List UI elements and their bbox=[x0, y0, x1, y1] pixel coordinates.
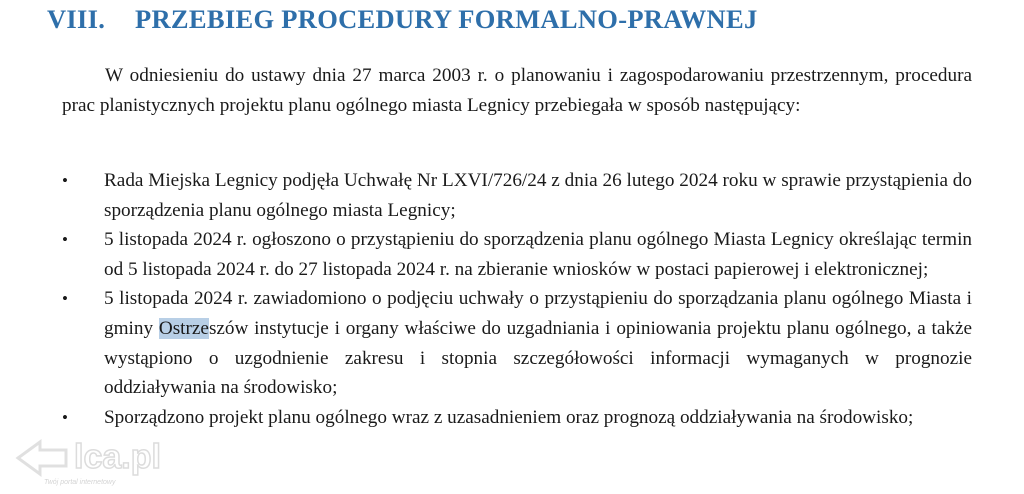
section-number: VIII. bbox=[47, 4, 106, 34]
list-item bbox=[0, 403, 972, 433]
bullet-icon: • bbox=[62, 407, 68, 427]
watermark-logo bbox=[14, 428, 224, 488]
procedure-list bbox=[0, 166, 1024, 432]
list-item-text: 5 listopada 2024 r. ogłoszono o przystąpieniu do sporządzenia planu ogólnego Miasta Legnicy określając termin od 5 listopada 2024 r. do 27 listopada 2024 r. na zbieranie wniosków w postaci papierowej i elektronicznej; bbox=[104, 229, 972, 280]
text-selection-highlight[interactable]: Ostrze bbox=[158, 317, 209, 339]
list-item bbox=[0, 166, 972, 225]
bullet-icon: • bbox=[62, 230, 68, 250]
section-title: PRZEBIEG PROCEDURY FORMALNO-PRAWNEJ bbox=[135, 4, 758, 34]
list-item bbox=[0, 225, 972, 284]
list-item-text: Rada Miejska Legnicy podjęła Uchwałę Nr LXVI/726/24 z dnia 26 lutego 2024 roku w sprawie przystąpienia do sporządzenia planu ogólnego miasta Legnicy; bbox=[104, 170, 972, 221]
list-item bbox=[0, 284, 972, 402]
watermark-tagline: Twój portal internetowy bbox=[44, 479, 116, 486]
list-item-text-before: 5 listopada 2024 r. zawiadomiono o podjęciu uchwały o przystąpieniu do sporządzania planu ogólnego Miasta i gminy bbox=[104, 288, 972, 339]
bullet-icon: • bbox=[62, 171, 68, 190]
intro-paragraph: W odniesieniu do ustawy dnia 27 marca 2003 r. o planowaniu i zagospodarowaniu przestrzennym, procedura prac planistycznych projektu planu ogólnego miasta Legnicy przebiegała w sposób następujący: bbox=[62, 65, 972, 117]
section-heading bbox=[47, 4, 758, 35]
list-item-text: Sporządzono projekt planu ogólnego wraz z uzasadnieniem oraz prognozą oddziaływania na środowisko; bbox=[104, 406, 914, 428]
watermark-brand: lca.pl bbox=[74, 438, 161, 476]
bullet-icon: • bbox=[62, 289, 68, 309]
list-item-text-after: szów instytucje i organy właściwe do uzgadniania i opiniowania projektu planu ogólnego, a także wystąpiono o uzgodnienie zakresu i stopnia szczegółowości informacji wymaganych w prognozie oddziaływania na środowisko; bbox=[104, 317, 972, 399]
